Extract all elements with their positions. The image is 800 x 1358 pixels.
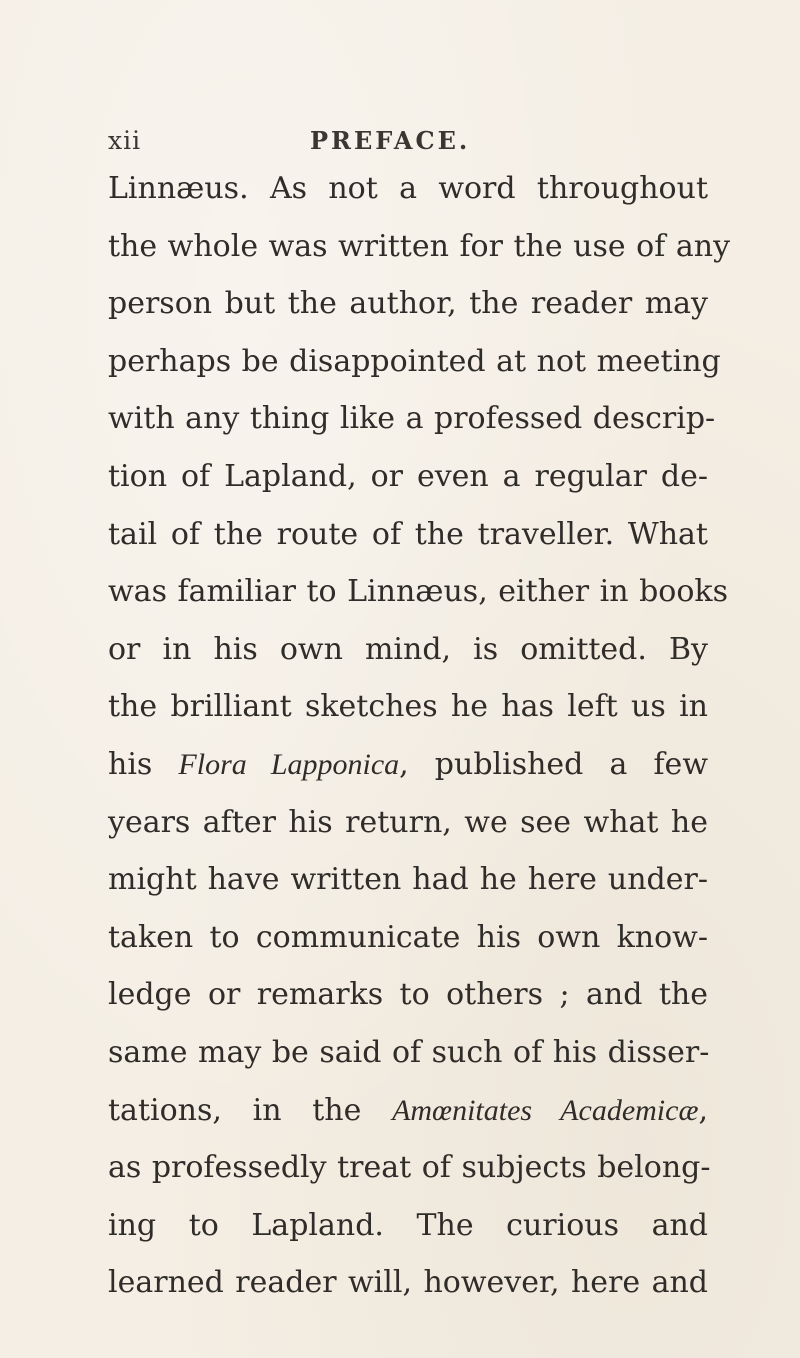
- text-line: Linnæus. As not a word throughout: [108, 171, 708, 206]
- page-number: xii: [108, 126, 142, 155]
- italic-title: Amœnitates Academicæ: [392, 1093, 699, 1127]
- text-line: ing to Lapland. The curious and: [108, 1207, 708, 1243]
- body-text: [108, 160, 731, 1312]
- text-line: taken to communicate his own know-: [108, 919, 708, 955]
- text-line: might have written had he here under-: [108, 862, 708, 898]
- text-line: the whole was written for the use of any: [108, 228, 731, 264]
- page-header: [108, 126, 708, 158]
- text-run: ,: [698, 1092, 709, 1128]
- text-line: years after his return, we see what he: [108, 804, 708, 840]
- italic-title: Flora Lapponica: [178, 747, 400, 781]
- text-line: tion of Lapland, or even a regular de-: [108, 458, 708, 494]
- text-run: his: [108, 746, 179, 782]
- text-run: tations, in the: [108, 1092, 393, 1128]
- text-line: ledge or remarks to others ; and the: [108, 977, 708, 1013]
- text-line: [108, 736, 708, 794]
- text-line: as professedly treat of subjects belong-: [108, 1150, 711, 1186]
- text-line: person but the author, the reader may: [108, 286, 708, 322]
- running-head: PREFACE.: [310, 126, 471, 155]
- text-run: , published a few: [399, 746, 708, 782]
- text-line: with any thing like a professed descrip-: [108, 401, 716, 437]
- text-line: [108, 1082, 708, 1140]
- text-line: or in his own mind, is omitted. By: [108, 631, 708, 667]
- text-line: was familiar to Linnæus, either in books: [108, 574, 728, 610]
- text-line: same may be said of such of his disser-: [108, 1034, 710, 1070]
- text-line: the brilliant sketches he has left us in: [108, 689, 708, 725]
- text-line: perhaps be disappointed at not meeting: [108, 343, 721, 379]
- text-line: learned reader will, however, here and: [108, 1265, 708, 1301]
- text-line: tail of the route of the traveller. What: [108, 516, 708, 552]
